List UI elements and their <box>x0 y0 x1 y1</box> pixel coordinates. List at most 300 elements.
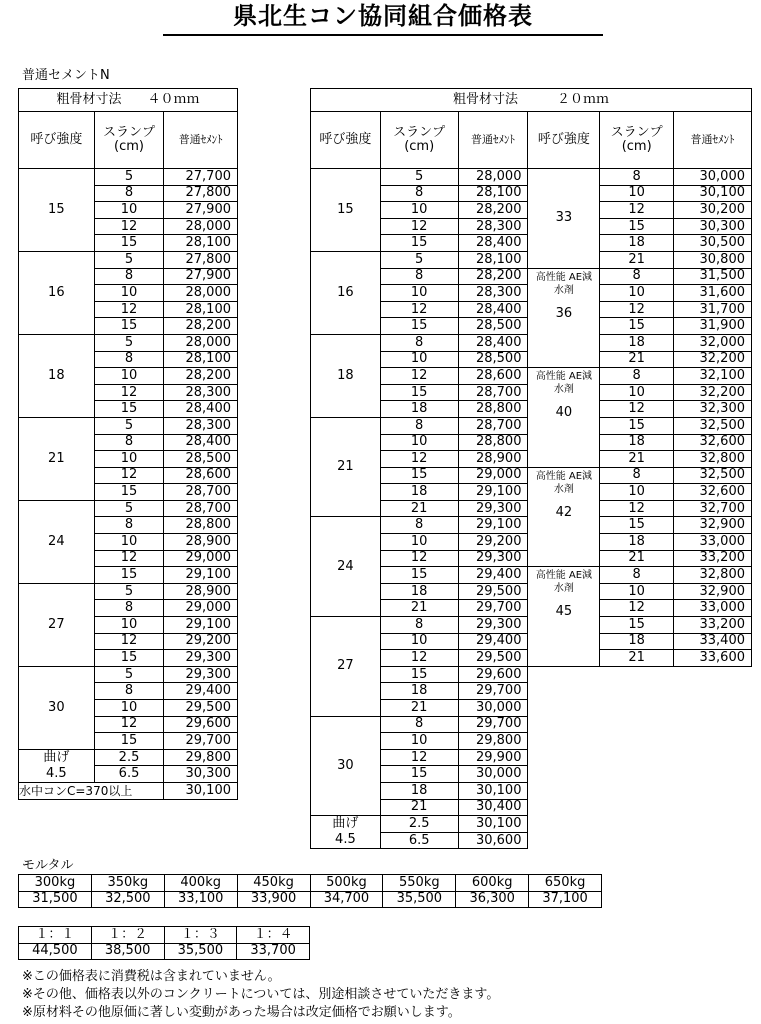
slump-value: 8 <box>380 268 458 285</box>
slump-value: 15 <box>600 318 674 335</box>
slump-value: 12 <box>94 716 164 733</box>
price-value: 32,100 <box>674 368 752 385</box>
price-value: 28,300 <box>164 417 238 434</box>
price-value: 28,400 <box>458 235 528 252</box>
table-row <box>19 782 238 799</box>
price-value: 28,700 <box>458 417 528 434</box>
price-value: 28,500 <box>458 351 528 368</box>
slump-value: 8 <box>94 517 164 534</box>
slump-value: 12 <box>380 451 458 468</box>
price-value: 32,800 <box>674 567 752 584</box>
slump-value: 15 <box>380 467 458 484</box>
col-slump-unit: (cm) <box>621 139 652 154</box>
admixture-tag: 高性能 AE減水剤 <box>535 271 593 296</box>
price-value: 28,500 <box>458 318 528 335</box>
table-row <box>19 749 238 766</box>
slump-value: 8 <box>600 467 674 484</box>
slump-value: 10 <box>380 534 458 551</box>
price-value: 29,600 <box>458 666 528 683</box>
price-value: 28,100 <box>164 235 238 252</box>
slump-value: 15 <box>600 218 674 235</box>
price-value: 29,400 <box>164 683 238 700</box>
price-value: 29,100 <box>458 517 528 534</box>
slump-value: 8 <box>380 617 458 634</box>
strength-number: 40 <box>555 405 573 421</box>
slump-value: 21 <box>380 700 458 717</box>
price-value: 29,700 <box>458 600 528 617</box>
slump-value: 12 <box>600 401 674 418</box>
price-value: 29,600 <box>164 716 238 733</box>
price-value: 29,100 <box>164 567 238 584</box>
price-value: 27,800 <box>164 185 238 202</box>
slump-value: 8 <box>94 185 164 202</box>
strength-value: 24 <box>311 517 381 617</box>
price-value: 28,200 <box>164 318 238 335</box>
slump-value: 18 <box>600 334 674 351</box>
slump-value: 10 <box>380 434 458 451</box>
price-value: 32,500 <box>674 467 752 484</box>
slump-value: 8 <box>380 517 458 534</box>
col-strength: 呼び強度 <box>311 112 381 169</box>
price-value: 32,800 <box>674 451 752 468</box>
price-value: 28,100 <box>458 185 528 202</box>
page-title: 県北生コン協同組合価格表 <box>163 0 603 36</box>
slump-value: 8 <box>600 268 674 285</box>
strength-number: 36 <box>555 305 573 321</box>
price-value: 29,900 <box>458 749 528 766</box>
slump-value: 15 <box>94 401 164 418</box>
price-value: 29,200 <box>164 633 238 650</box>
table-row <box>19 766 238 783</box>
col-cement: 普通ｾﾒﾝﾄ <box>164 112 238 169</box>
bend-label: 4.5 <box>19 766 95 783</box>
bend-label: 曲げ <box>19 749 95 766</box>
strength-value: 21 <box>311 417 381 517</box>
empty-area <box>528 666 752 849</box>
col-slump-right <box>600 112 674 169</box>
price-value: 28,200 <box>164 368 238 385</box>
slump-value: 15 <box>600 417 674 434</box>
slump-value: 15 <box>600 517 674 534</box>
price-value: 27,900 <box>164 268 238 285</box>
notes <box>22 968 499 1022</box>
slump-value: 5 <box>94 583 164 600</box>
ratio-label: １：４ <box>237 927 310 944</box>
table-header-40mm: 粗骨材寸法 ４０ｍｍ <box>19 89 238 112</box>
strength-value-admix <box>528 268 600 368</box>
price-value: 33,200 <box>674 617 752 634</box>
price-value: 28,400 <box>458 301 528 318</box>
slump-value: 8 <box>600 567 674 584</box>
price-value: 29,700 <box>164 733 238 750</box>
strength-value: 24 <box>19 500 95 583</box>
col-slump <box>94 112 164 169</box>
price-value: 30,000 <box>458 700 528 717</box>
price-value: 32,200 <box>674 384 752 401</box>
mortar-label: モルタル <box>22 858 74 873</box>
ratio-label: １：２ <box>91 927 164 944</box>
strength-value-admix <box>528 567 600 667</box>
price-value: 28,300 <box>458 285 528 302</box>
price-value: 29,500 <box>458 650 528 667</box>
price-value: 30,100 <box>674 185 752 202</box>
ratio-price: 44,500 <box>19 943 92 960</box>
strength-number: 45 <box>555 604 573 620</box>
price-value: 29,400 <box>458 567 528 584</box>
price-value: 30,000 <box>458 766 528 783</box>
strength-value: 21 <box>19 417 95 500</box>
price-value: 29,500 <box>458 583 528 600</box>
ratio-table <box>18 926 310 960</box>
slump-value: 12 <box>380 749 458 766</box>
slump-value: 5 <box>380 169 458 186</box>
strength-value: 27 <box>19 583 95 666</box>
price-value: 29,100 <box>458 484 528 501</box>
slump-value: 15 <box>380 766 458 783</box>
slump-value: 21 <box>600 550 674 567</box>
slump-value: 5 <box>94 500 164 517</box>
admixture-tag: 高性能 AE減水剤 <box>535 470 593 495</box>
price-value: 29,000 <box>164 600 238 617</box>
price-value: 29,300 <box>164 650 238 667</box>
slump-value: 12 <box>600 500 674 517</box>
slump-value: 18 <box>380 782 458 799</box>
price-value: 30,000 <box>674 169 752 186</box>
price-value: 30,500 <box>674 235 752 252</box>
slump-value: 10 <box>380 733 458 750</box>
price-value: 33,600 <box>674 650 752 667</box>
slump-value: 10 <box>380 202 458 219</box>
price-value: 30,100 <box>458 782 528 799</box>
mortar-size: 300kg <box>19 875 92 892</box>
price-value: 28,100 <box>164 351 238 368</box>
slump-value: 5 <box>94 251 164 268</box>
ratio-label: １：１ <box>19 927 92 944</box>
strength-value: 16 <box>311 251 381 334</box>
col-slump-label: スランプ <box>393 125 446 140</box>
slump-value: 5 <box>380 251 458 268</box>
price-value: 29,400 <box>458 633 528 650</box>
price-value: 29,800 <box>458 733 528 750</box>
slump-value: 12 <box>600 600 674 617</box>
col-strength-right: 呼び強度 <box>528 112 600 169</box>
col-cement-right: 普通ｾﾒﾝﾄ <box>674 112 752 169</box>
price-value: 30,300 <box>164 766 238 783</box>
slump-value: 12 <box>600 202 674 219</box>
mortar-table <box>18 874 602 908</box>
note: ※この価格表に消費税は含まれていません。 <box>22 969 281 984</box>
price-value: 32,200 <box>674 351 752 368</box>
col-strength: 呼び強度 <box>19 112 95 169</box>
slump-value: 18 <box>600 534 674 551</box>
strength-value-admix <box>528 169 600 269</box>
slump-value: 10 <box>380 633 458 650</box>
price-value: 31,700 <box>674 301 752 318</box>
slump-value: 10 <box>600 285 674 302</box>
slump-value: 21 <box>600 650 674 667</box>
col-slump <box>380 112 458 169</box>
col-slump-label: スランプ <box>103 125 156 140</box>
col-slump-unit: (cm) <box>114 139 144 154</box>
price-value: 28,000 <box>164 285 238 302</box>
price-value: 28,000 <box>164 334 238 351</box>
price-table-20mm <box>310 88 752 849</box>
strength-value: 27 <box>311 617 381 717</box>
price-value: 32,700 <box>674 500 752 517</box>
mortar-price: 32,500 <box>91 891 164 908</box>
price-value: 28,900 <box>164 534 238 551</box>
price-value: 32,600 <box>674 434 752 451</box>
price-value: 29,500 <box>164 700 238 717</box>
price-value: 32,900 <box>674 583 752 600</box>
ratio-price: 35,500 <box>164 943 237 960</box>
strength-value-admix <box>528 368 600 468</box>
slump-value: 8 <box>600 169 674 186</box>
slump-value: 10 <box>600 583 674 600</box>
slump-value: 10 <box>94 285 164 302</box>
price-table-40mm <box>18 88 238 800</box>
slump-value: 15 <box>94 484 164 501</box>
strength-value: 15 <box>19 169 95 252</box>
slump-value: 8 <box>94 600 164 617</box>
slump-value: 10 <box>380 285 458 302</box>
strength-value: 15 <box>311 169 381 252</box>
slump-value: 21 <box>600 251 674 268</box>
price-value: 33,200 <box>674 550 752 567</box>
slump-value: 15 <box>94 318 164 335</box>
price-value: 28,800 <box>164 517 238 534</box>
price-value: 30,400 <box>458 799 528 816</box>
table-row <box>19 251 238 268</box>
col-slump-unit: (cm) <box>404 139 435 154</box>
price-value: 30,100 <box>164 782 238 799</box>
price-value: 28,700 <box>164 500 238 517</box>
price-value: 30,600 <box>458 832 528 849</box>
note: ※原材料その他原価に著しい変動があった場合は改定価格でお願いします。 <box>22 1005 461 1020</box>
price-value: 28,400 <box>164 434 238 451</box>
slump-value: 5 <box>94 334 164 351</box>
table-row <box>19 583 238 600</box>
strength-value: 18 <box>311 334 381 417</box>
price-value: 28,700 <box>164 484 238 501</box>
slump-value: 15 <box>380 235 458 252</box>
underwater-label: 水中コンC=370以上 <box>19 782 164 799</box>
slump-value: 15 <box>94 733 164 750</box>
table-row <box>311 169 752 186</box>
price-value: 28,600 <box>458 368 528 385</box>
slump-value: 18 <box>600 633 674 650</box>
price-value: 28,200 <box>458 202 528 219</box>
price-value: 27,900 <box>164 202 238 219</box>
mortar-size: 450kg <box>237 875 310 892</box>
price-value: 29,000 <box>458 467 528 484</box>
slump-value: 5 <box>94 169 164 186</box>
note: ※その他、価格表以外のコンクリートについては、別途相談させていただきます。 <box>22 987 500 1002</box>
slump-value: 10 <box>94 617 164 634</box>
slump-value: 15 <box>600 617 674 634</box>
price-value: 29,700 <box>458 683 528 700</box>
slump-value: 18 <box>380 683 458 700</box>
price-value: 30,200 <box>674 202 752 219</box>
price-value: 29,800 <box>164 749 238 766</box>
price-value: 27,800 <box>164 251 238 268</box>
slump-value: 12 <box>94 633 164 650</box>
price-value: 29,300 <box>458 550 528 567</box>
slump-value: 12 <box>94 384 164 401</box>
mortar-size: 350kg <box>91 875 164 892</box>
slump-value: 21 <box>380 600 458 617</box>
slump-value: 12 <box>380 368 458 385</box>
slump-value: 12 <box>94 550 164 567</box>
slump-value: 18 <box>600 434 674 451</box>
mortar-size: 500kg <box>310 875 383 892</box>
bend-label: 曲げ <box>311 816 381 833</box>
slump-value: 6.5 <box>94 766 164 783</box>
slump-value: 8 <box>600 368 674 385</box>
mortar-price: 37,100 <box>529 891 602 908</box>
price-value: 32,600 <box>674 484 752 501</box>
slump-value: 8 <box>94 351 164 368</box>
price-value: 28,700 <box>458 384 528 401</box>
mortar-size: 650kg <box>529 875 602 892</box>
slump-value: 10 <box>94 368 164 385</box>
price-value: 33,000 <box>674 534 752 551</box>
mortar-size: 600kg <box>456 875 529 892</box>
strength-value: 16 <box>19 251 95 334</box>
slump-value: 2.5 <box>380 816 458 833</box>
mortar-price: 35,500 <box>383 891 456 908</box>
admixture-tag: 高性能 AE減水剤 <box>535 371 593 396</box>
section-label: 普通セメントN <box>22 68 110 83</box>
price-value: 29,100 <box>164 617 238 634</box>
price-value: 28,900 <box>458 451 528 468</box>
slump-value: 18 <box>600 235 674 252</box>
slump-value: 15 <box>94 650 164 667</box>
price-value: 28,900 <box>164 583 238 600</box>
slump-value: 18 <box>380 401 458 418</box>
slump-value: 21 <box>600 451 674 468</box>
price-value: 29,300 <box>164 666 238 683</box>
slump-value: 12 <box>380 218 458 235</box>
slump-value: 8 <box>380 334 458 351</box>
strength-number: 42 <box>555 504 573 520</box>
strength-value-admix <box>528 467 600 567</box>
table-row <box>19 334 238 351</box>
slump-value: 10 <box>600 185 674 202</box>
price-value: 29,700 <box>458 716 528 733</box>
price-value: 32,900 <box>674 517 752 534</box>
mortar-price: 33,100 <box>164 891 237 908</box>
price-value: 28,100 <box>458 251 528 268</box>
table-row <box>19 417 238 434</box>
slump-value: 2.5 <box>94 749 164 766</box>
slump-value: 12 <box>380 301 458 318</box>
price-value: 31,500 <box>674 268 752 285</box>
table-row <box>19 169 238 186</box>
slump-value: 5 <box>94 417 164 434</box>
col-cement: 普通ｾﾒﾝﾄ <box>458 112 528 169</box>
price-value: 28,400 <box>458 334 528 351</box>
table-row <box>19 666 238 683</box>
price-value: 28,400 <box>164 401 238 418</box>
price-value: 29,300 <box>458 500 528 517</box>
slump-value: 18 <box>380 484 458 501</box>
slump-value: 12 <box>380 650 458 667</box>
slump-value: 10 <box>600 384 674 401</box>
mortar-size: 550kg <box>383 875 456 892</box>
slump-value: 8 <box>380 716 458 733</box>
strength-value: 18 <box>19 334 95 417</box>
price-value: 33,400 <box>674 633 752 650</box>
strength-value: 30 <box>311 716 381 816</box>
slump-value: 12 <box>94 218 164 235</box>
price-value: 28,000 <box>164 218 238 235</box>
mortar-size: 400kg <box>164 875 237 892</box>
slump-value: 10 <box>94 534 164 551</box>
slump-value: 12 <box>380 550 458 567</box>
mortar-price: 36,300 <box>456 891 529 908</box>
price-value: 28,200 <box>458 268 528 285</box>
price-value: 29,200 <box>458 534 528 551</box>
price-value: 28,100 <box>164 301 238 318</box>
price-value: 28,500 <box>164 451 238 468</box>
slump-value: 12 <box>94 301 164 318</box>
price-value: 28,000 <box>458 169 528 186</box>
slump-value: 8 <box>94 434 164 451</box>
price-value: 31,600 <box>674 285 752 302</box>
price-value: 30,800 <box>674 251 752 268</box>
price-value: 30,300 <box>674 218 752 235</box>
price-value: 30,100 <box>458 816 528 833</box>
ratio-price: 38,500 <box>91 943 164 960</box>
price-value: 28,800 <box>458 401 528 418</box>
slump-value: 15 <box>94 567 164 584</box>
price-value: 29,000 <box>164 550 238 567</box>
slump-value: 15 <box>380 666 458 683</box>
slump-value: 15 <box>380 318 458 335</box>
slump-value: 12 <box>94 467 164 484</box>
slump-value: 15 <box>94 235 164 252</box>
slump-value: 8 <box>380 417 458 434</box>
table-header-20mm: 粗骨材寸法 ２０ｍｍ <box>311 89 752 112</box>
slump-value: 8 <box>380 185 458 202</box>
strength-value: 30 <box>19 666 95 749</box>
slump-value: 21 <box>600 351 674 368</box>
price-value: 32,500 <box>674 417 752 434</box>
price-value: 31,900 <box>674 318 752 335</box>
ratio-label: １：３ <box>164 927 237 944</box>
price-value: 28,300 <box>164 384 238 401</box>
slump-value: 10 <box>380 351 458 368</box>
slump-value: 15 <box>380 384 458 401</box>
slump-value: 21 <box>380 799 458 816</box>
slump-value: 5 <box>94 666 164 683</box>
bend-label: 4.5 <box>311 832 381 849</box>
col-slump-label: スランプ <box>610 125 663 140</box>
price-value: 29,300 <box>458 617 528 634</box>
slump-value: 10 <box>94 700 164 717</box>
slump-value: 12 <box>600 301 674 318</box>
strength-number: 33 <box>555 210 573 226</box>
table-row <box>19 500 238 517</box>
slump-value: 8 <box>94 683 164 700</box>
mortar-price: 34,700 <box>310 891 383 908</box>
price-value: 32,300 <box>674 401 752 418</box>
price-value: 27,700 <box>164 169 238 186</box>
slump-value: 10 <box>94 451 164 468</box>
mortar-price: 31,500 <box>19 891 92 908</box>
slump-value: 18 <box>380 583 458 600</box>
